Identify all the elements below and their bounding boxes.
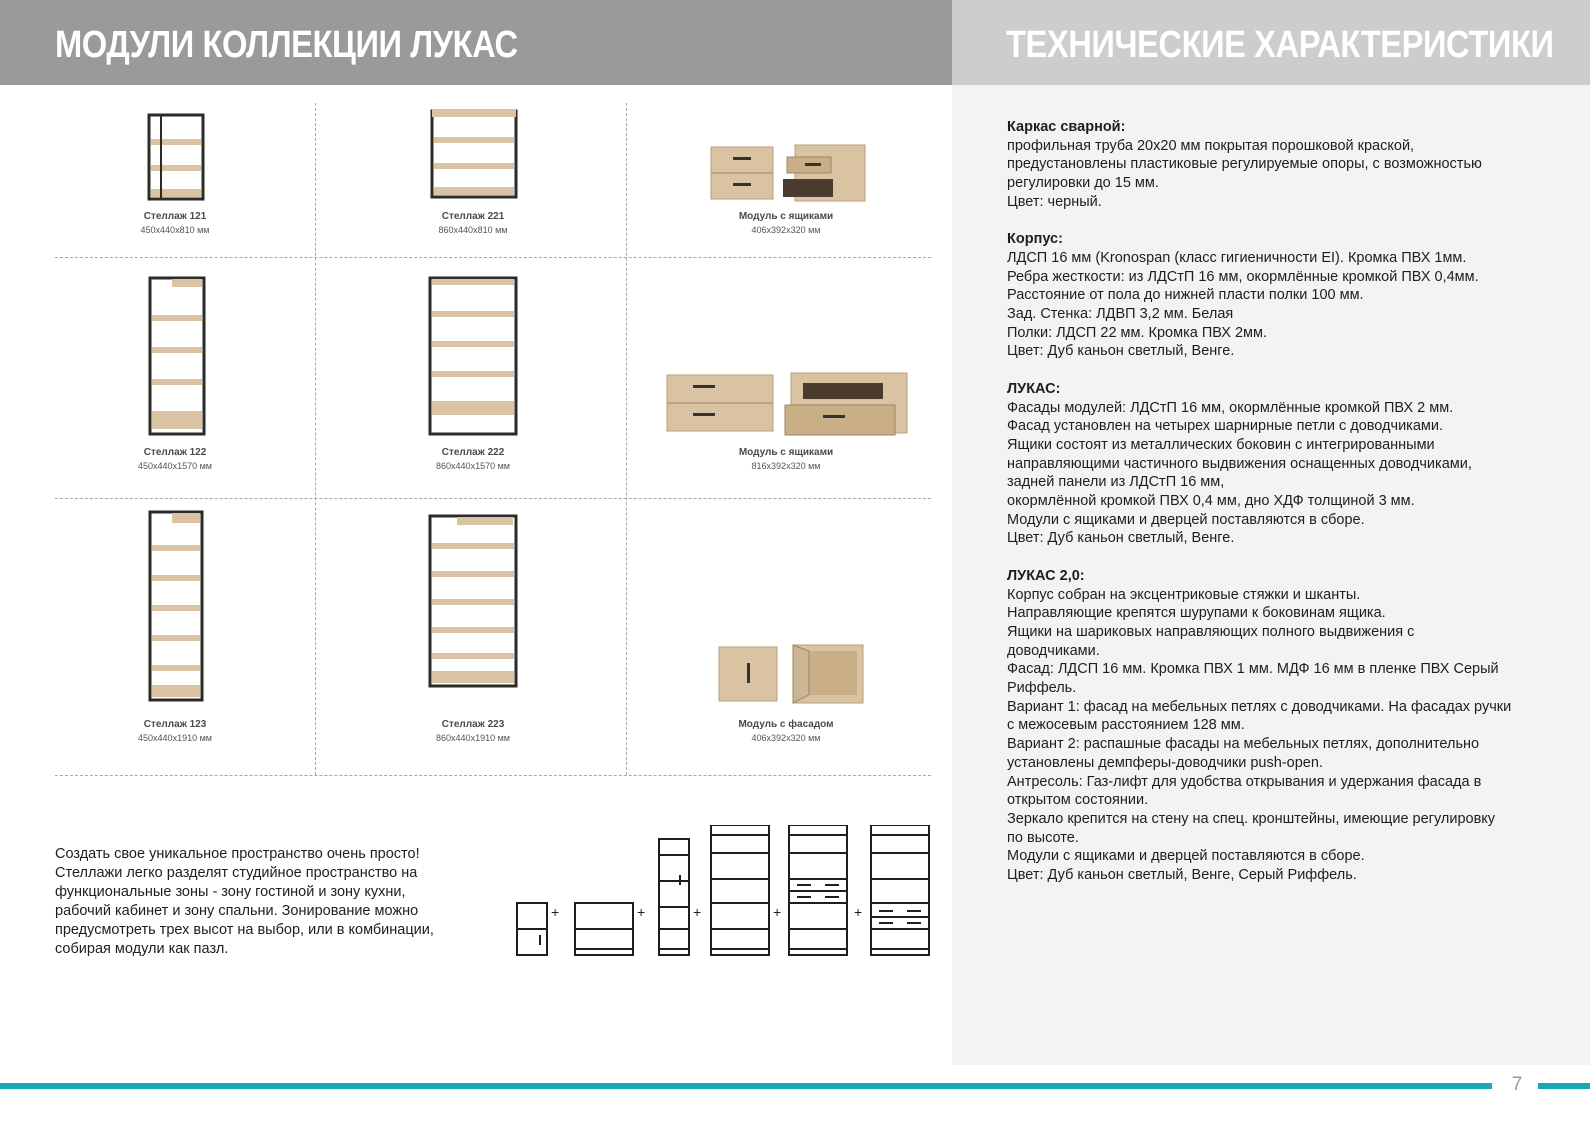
page-number: 7: [1511, 1074, 1523, 1095]
module-dims: 860x440x810 мм: [438, 225, 508, 235]
spec-heading: ЛУКАС 2,0:: [1007, 567, 1085, 584]
shelf-121-image: [145, 111, 207, 203]
spec-line: Ящики на шариковых направляющих полного выдвижения с: [1007, 623, 1415, 640]
spec-line: Антресоль: Газ-лифт для удобства открывания и удержания фасада в: [1007, 773, 1482, 790]
plus-sign: +: [551, 904, 560, 920]
spec-section-frame: [1007, 118, 1567, 212]
intro-line: предусмотреть трех высот на выбор, или в комбинации,: [55, 922, 434, 938]
module-dims: 450x440x1910 мм: [138, 733, 212, 743]
module-dims: 860x440x1570 мм: [436, 461, 510, 471]
facade-module-image: [713, 639, 869, 709]
spec-line: ЛДСП 16 мм (Kronospan (класс гигиеничности EI). Кромка ПВХ 1мм.: [1007, 249, 1467, 266]
spec-heading: ЛУКАС:: [1007, 380, 1061, 397]
module-name: Модуль с ящиками: [738, 211, 834, 222]
spec-line: открытом состоянии.: [1007, 792, 1149, 809]
spec-line: направляющими частичного выдвижения оснащенных доводчиками,: [1007, 455, 1472, 472]
spec-section-lukas: [1007, 380, 1567, 548]
intro-line: Стеллажи легко разделят студийное пространство на: [55, 865, 418, 881]
module-dims: 406x392x320 мм: [751, 733, 821, 743]
spec-line: предустановлены пластиковые регулируемые опоры, с возможностью: [1007, 156, 1482, 173]
shelf-221-image: [429, 107, 519, 201]
spec-line: установлены демпферы-доводчики push-open.: [1007, 754, 1323, 771]
specifications-content: [1007, 118, 1567, 903]
spec-line: доводчиками.: [1007, 642, 1100, 659]
spec-line: Ящики состоят из металлических боковин с интегрированными: [1007, 436, 1435, 453]
spec-section-body: [1007, 230, 1567, 361]
spec-line: Полки: ЛДСП 22 мм. Кромка ПВХ 2мм.: [1007, 324, 1268, 341]
spec-line: регулировки до 15 мм.: [1007, 175, 1159, 192]
spec-line: Модули с ящиками и дверцей поставляются в сборе.: [1007, 511, 1365, 528]
intro-text: [55, 845, 485, 959]
combo-unit-narrow-tall: [659, 839, 689, 955]
module-name: Стеллаж 123: [143, 719, 207, 730]
module-name: Стеллаж 223: [441, 719, 505, 730]
shelf-222-image: [427, 275, 519, 437]
spec-line: Цвет: черный.: [1007, 193, 1102, 210]
plus-sign: +: [693, 904, 702, 920]
spec-line: профильная труба 20x20 мм покрытая порошковой краской,: [1007, 137, 1415, 154]
modules-title: МОДУЛИ КОЛЛЕКЦИИ ЛУКАС: [55, 24, 518, 66]
grid-divider: [55, 498, 931, 499]
drawer-module-wide-image: [663, 367, 913, 443]
intro-line: собирая модули как пазл.: [55, 941, 229, 957]
right-header-bar: [952, 0, 1590, 85]
spec-line: Расстояние от пола до нижней пласти полки 100 мм.: [1007, 287, 1364, 304]
spec-section-lukas-2: [1007, 567, 1567, 885]
module-name: Стеллаж 121: [143, 211, 207, 222]
module-grid: [55, 103, 931, 775]
intro-line: рабочий кабинет и зону спальни. Зонирование можно: [55, 903, 419, 919]
module-name: Модуль с фасадом: [738, 719, 834, 730]
grid-divider: [55, 257, 931, 258]
shelf-122-image: [147, 275, 207, 437]
drawer-module-small-image: [705, 139, 875, 205]
module-name: Стеллаж 122: [143, 447, 207, 458]
plus-sign: +: [854, 904, 863, 920]
combo-unit-wide-tall: [711, 825, 769, 955]
shelf-123-image: [147, 509, 205, 703]
module-dims: 406x392x320 мм: [751, 225, 821, 235]
spec-line: Риффель.: [1007, 680, 1077, 697]
spec-line: по высоте.: [1007, 829, 1079, 846]
spec-line: Вариант 2: распашные фасады на мебельных петлях, дополнительно: [1007, 736, 1480, 753]
spec-line: Цвет: Дуб каньон светлый, Венге, Серый Риффель.: [1007, 867, 1357, 884]
spec-line: Цвет: Дуб каньон светлый, Венге.: [1007, 530, 1235, 547]
module-name: Модуль с ящиками: [738, 447, 834, 458]
combo-unit-drawers-low: [871, 825, 929, 955]
spec-line: Зеркало крепится на стену на спец. кронштейны, имеющие регулировку: [1007, 810, 1496, 827]
spec-line: Фасады модулей: ЛДСтП 16 мм, окормлённые кромкой ПВХ 2 мм.: [1007, 399, 1454, 416]
spec-line: Фасад установлен на четырех шарнирные петли с доводчиками.: [1007, 418, 1443, 435]
spec-line: Цвет: Дуб каньон светлый, Венге.: [1007, 343, 1235, 360]
grid-divider: [626, 103, 627, 775]
module-name: Стеллаж 222: [441, 447, 505, 458]
grid-divider: [315, 103, 316, 775]
footer-accent-line: [0, 1083, 1492, 1089]
left-header-bar: [0, 0, 952, 85]
module-dims: 860x440x1910 мм: [436, 733, 510, 743]
module-dims: 816x392x320 мм: [751, 461, 821, 471]
module-name: Стеллаж 221: [441, 211, 505, 222]
spec-line: Модули с ящиками и дверцей поставляются в сборе.: [1007, 848, 1365, 865]
spec-line: с межосевым расстоянием 128 мм.: [1007, 717, 1245, 734]
footer-accent-line: [1538, 1083, 1590, 1089]
spec-line: Фасад: ЛДСП 16 мм. Кромка ПВХ 1 мм. МДФ 16 мм в пленке ПВХ Серый: [1007, 661, 1499, 678]
specs-title: ТЕХНИЧЕСКИЕ ХАРАКТЕРИСТИКИ: [1006, 24, 1554, 66]
shelf-223-image: [427, 513, 519, 689]
specifications-panel: [952, 85, 1590, 1065]
spec-heading: Корпус:: [1007, 231, 1063, 248]
intro-line: Создать свое уникальное пространство очень просто!: [55, 846, 420, 862]
spec-heading: Каркас сварной:: [1007, 119, 1126, 135]
intro-line: функциональные зоны - зону гостиной и зону кухни,: [55, 884, 406, 900]
spec-line: Зад. Стенка: ЛДВП 3,2 мм. Белая: [1007, 306, 1234, 323]
grid-divider: [55, 775, 931, 776]
module-dims: 450x440x1570 мм: [138, 461, 212, 471]
spec-line: окормлённой кромкой ПВХ 0,4 мм, дно ХДФ толщиной 3 мм.: [1007, 493, 1415, 510]
plus-sign: +: [773, 904, 782, 920]
spec-line: Ребра жесткости: из ЛДСтП 16 мм, окормлённые кромкой ПВХ 0,4мм.: [1007, 268, 1479, 285]
module-dims: 450x440x810 мм: [140, 225, 210, 235]
spec-line: Направляющие крепятся шурупами к боковинам ящика.: [1007, 605, 1386, 622]
plus-sign: +: [637, 904, 646, 920]
spec-line: Корпус собран на эксцентриковые стяжки и шканты.: [1007, 586, 1361, 603]
spec-line: задней панели из ЛДСтП 16 мм,: [1007, 474, 1225, 491]
module-combination-diagram: [515, 825, 935, 960]
spec-line: Вариант 1: фасад на мебельных петлях с доводчиками. На фасадах ручки: [1007, 698, 1512, 715]
